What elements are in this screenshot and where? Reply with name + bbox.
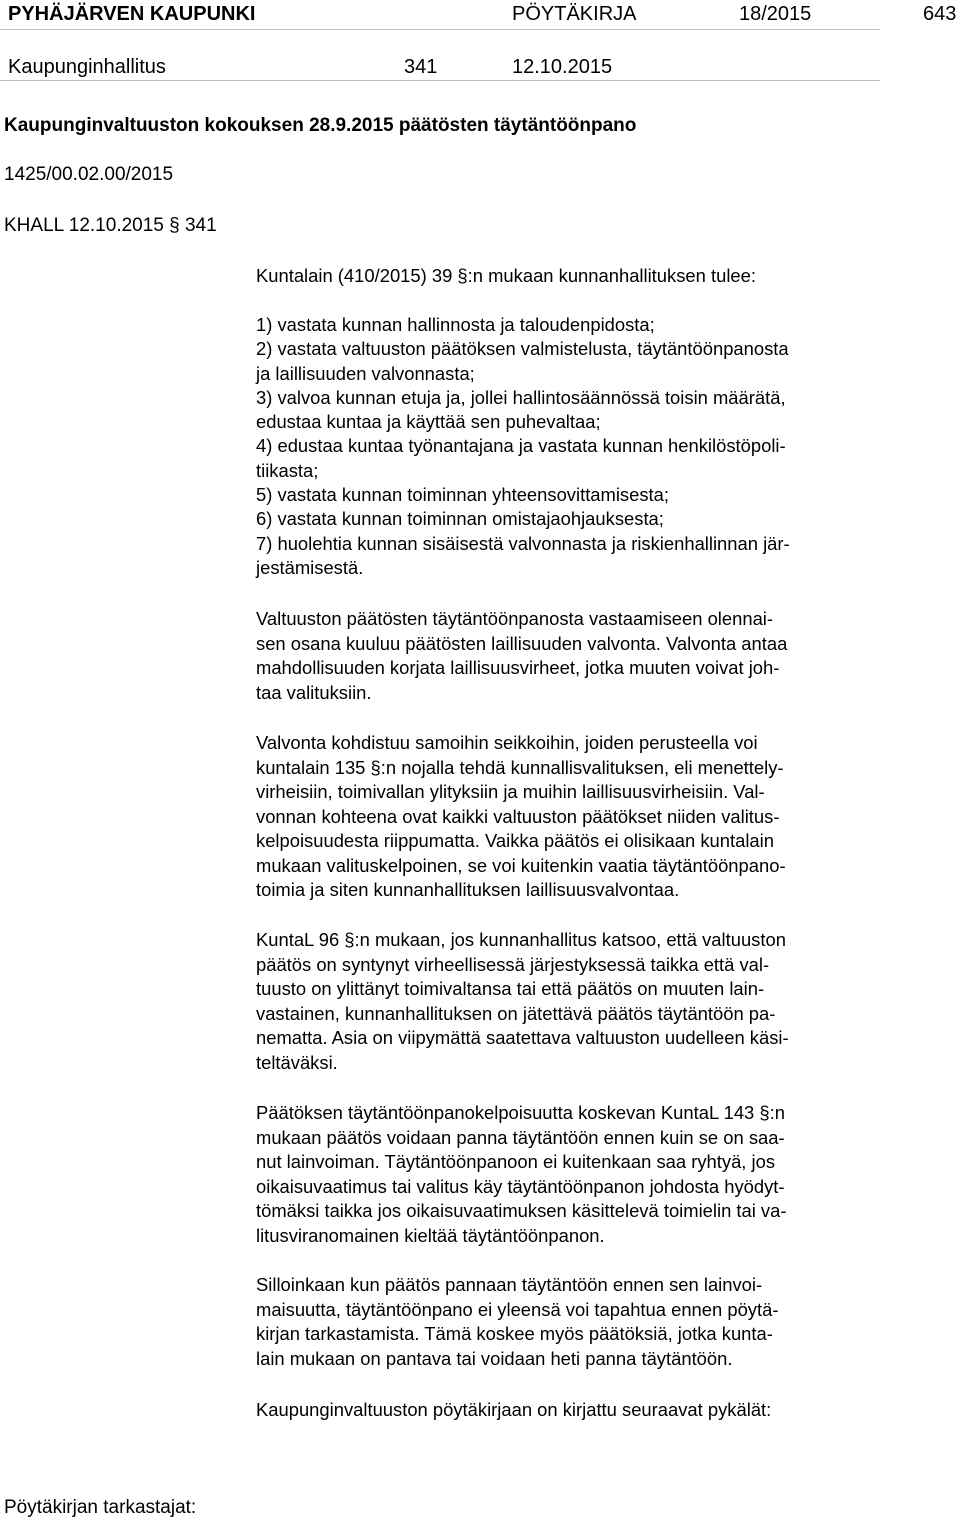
list-item: jestämisestä. <box>256 556 364 578</box>
intro-text: Kuntalain (410/2015) 39 §:n mukaan kunnanhallituksen tulee: <box>256 265 756 286</box>
list-item: edustaa kuntaa ja käyttää sen puhevaltaa; <box>256 411 601 433</box>
paragraph-line: tömäksi taikka jos oikaisuvaatimuksen käsittelevä toimielin tai va- <box>256 1200 787 1221</box>
paragraph-line: KuntaL 96 §:n mukaan, jos kunnanhallitus katsoo, että valtuuston <box>256 929 786 950</box>
paragraph-sections-intro <box>256 1398 886 1423</box>
paragraph-line: Silloinkaan kun päätös pannaan täytäntöön ennen sen lainvoi- <box>256 1274 763 1295</box>
page-title: Kaupunginvaltuuston kokouksen 28.9.2015 päätösten täytäntöönpano <box>4 115 637 136</box>
section-number: 341 <box>404 56 438 78</box>
paragraph-line: nematta. Asia on viipymättä saatettava valtuuston uudelleen käsi- <box>256 1027 789 1048</box>
list-item: ja laillisuuden valvonnasta; <box>256 362 475 384</box>
paragraph-line: päätös on syntynyt virheellisessä järjestyksessä taikka että val- <box>256 953 770 975</box>
paragraph-line: oikaisuvaatimus tai valitus käy täytäntöönpanon johdosta hyödyt- <box>256 1175 785 1197</box>
list-item: 4) edustaa kuntaa työnantajana ja vastata kunnan henkilöstöpoli- <box>256 435 786 457</box>
body-name: Kaupunginhallitus <box>8 56 166 78</box>
header-divider-2 <box>0 80 880 81</box>
paragraph-line: lain mukaan on pantava tai voidaan heti panna täytäntöön. <box>256 1347 733 1369</box>
page-number: 643 <box>923 3 957 25</box>
paragraph-line: tuusto on ylittänyt toimivaltansa tai että päätös on muuten lain- <box>256 978 765 999</box>
paragraph-line: kuntalain 135 §:n nojalla tehdä kunnallisvalituksen, eli menettely- <box>256 756 784 778</box>
paragraph-line: teltäväksi. <box>256 1051 338 1073</box>
section-reference: KHALL 12.10.2015 § 341 <box>4 215 217 236</box>
paragraph-line: toimia ja siten kunnanhallituksen laillisuusvalvontaa. <box>256 879 680 900</box>
header-divider <box>0 29 880 30</box>
diary-number: 1425/00.02.00/2015 <box>4 164 174 185</box>
paragraph-line: vastainen, kunnanhallituksen on jätettävä päätös täytäntöön pa- <box>256 1002 776 1024</box>
list-item: 6) vastata kunnan toiminnan omistajaohjauksesta; <box>256 508 664 530</box>
city-name: PYHÄJÄRVEN KAUPUNKI <box>8 3 256 25</box>
list-item: 7) huolehtia kunnan sisäisestä valvonnasta ja riskienhallinnan jär- <box>256 532 790 554</box>
document-number: 18/2015 <box>739 3 812 25</box>
duty-list <box>256 313 886 580</box>
paragraph-line: virheisiin, toimivallan ylityksiin ja muihin laillisuusvirheisiin. Val- <box>256 781 765 802</box>
paragraph-line: nut lainvoiman. Täytäntöönpanoon ei kuitenkaan saa ryhtyä, jos <box>256 1151 776 1172</box>
list-item: 3) valvoa kunnan etuja ja, jollei hallintosäännössä toisin määrätä, <box>256 386 786 408</box>
paragraph-line: mahdollisuuden korjata laillisuusvirheet, jotka muuten voivat joh- <box>256 657 780 678</box>
paragraph-kuntal-143 <box>256 1101 886 1248</box>
paragraph-oversight <box>256 607 886 705</box>
document-type: PÖYTÄKIRJA <box>512 3 637 25</box>
list-item: tiikasta; <box>256 459 319 481</box>
paragraph-line: mukaan valituskelpoinen, se voi kuitenkin vaatia täytäntöönpano- <box>256 854 786 876</box>
paragraph-kuntal-96 <box>256 928 886 1075</box>
list-item: 1) vastata kunnan hallinnosta ja taloudenpidosta; <box>256 314 655 335</box>
paragraph-line: Valtuuston päätösten täytäntöönpanosta vastaamiseen olennai- <box>256 608 774 629</box>
list-item: 5) vastata kunnan toiminnan yhteensovittamisesta; <box>256 484 669 506</box>
paragraph-line: sen osana kuuluu päätösten laillisuuden valvonta. Valvonta antaa <box>256 632 788 654</box>
minutes-checkers-label: Pöytäkirjan tarkastajat: <box>4 1497 197 1518</box>
paragraph-line: Päätöksen täytäntöönpanokelpoisuutta koskevan KuntaL 143 §:n <box>256 1102 785 1123</box>
paragraph-inspection <box>256 1273 886 1371</box>
paragraph-line: vonnan kohteena ovat kaikki valtuuston päätökset niiden valitus- <box>256 805 780 827</box>
paragraph-line: kirjan tarkastamista. Tämä koskee myös päätöksiä, jotka kunta- <box>256 1323 773 1344</box>
paragraph-line: Valvonta kohdistuu samoihin seikkoihin, joiden perusteella voi <box>256 732 758 753</box>
paragraph-line: maisuutta, täytäntöönpano ei yleensä voi tapahtua ennen pöytä- <box>256 1298 779 1320</box>
paragraph-line: kelpoisuudesta riippumatta. Vaikka päätös ei olisikaan kuntalain <box>256 830 774 851</box>
paragraph-line: litusviranomainen kieltää täytäntöönpanon. <box>256 1224 605 1246</box>
paragraph-scope <box>256 731 886 903</box>
paragraph-line: Kaupunginvaltuuston pöytäkirjaan on kirjattu seuraavat pykälät: <box>256 1399 772 1420</box>
paragraph-line: taa valituksiin. <box>256 681 372 703</box>
meeting-date: 12.10.2015 <box>512 56 613 78</box>
paragraph-line: mukaan päätös voidaan panna täytäntöön ennen kuin se on saa- <box>256 1126 785 1148</box>
list-item: 2) vastata valtuuston päätöksen valmistelusta, täytäntöönpanosta <box>256 338 789 360</box>
